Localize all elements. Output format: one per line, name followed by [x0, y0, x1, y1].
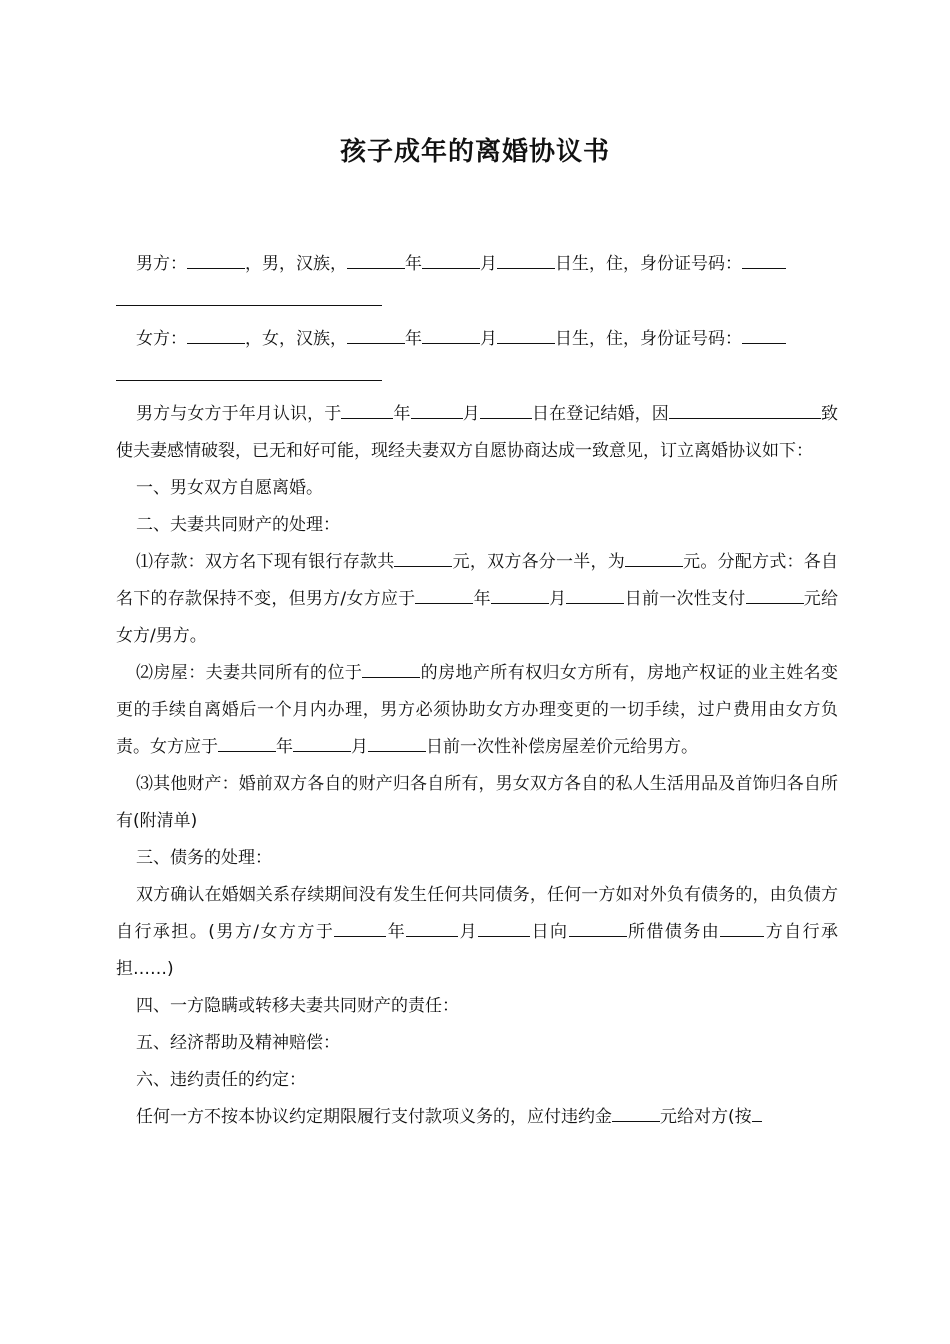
blank-amount[interactable]: [625, 549, 683, 567]
female-gender-text: ，女，汉族，: [245, 329, 347, 349]
blank-amount[interactable]: [612, 1104, 660, 1122]
male-party-line: [116, 246, 838, 283]
house-text-b: 的房地产所有权归女方所有，房地产权证的业主姓名变更的手续自离婚后一个月内办理，男方必须协助女方办理变更的一切手续，过户费用由女方负责。女方应于: [116, 663, 839, 757]
blank-month[interactable]: [491, 586, 549, 604]
blank-reason[interactable]: [669, 401, 787, 419]
house-text-c: 日前一次性补偿房屋差价元给男方。: [426, 737, 698, 757]
blank-name[interactable]: [187, 326, 245, 344]
month-text: 月: [480, 254, 497, 274]
blank-trailing[interactable]: [752, 1104, 762, 1122]
male-id-continuation-line[interactable]: [116, 283, 382, 306]
blank-month[interactable]: [293, 734, 351, 752]
year-text: 年: [405, 254, 422, 274]
blank-id[interactable]: [742, 326, 786, 344]
blank-creditor[interactable]: [569, 919, 627, 937]
month-text: 月: [548, 589, 567, 609]
blank-year[interactable]: [334, 919, 386, 937]
blank-id[interactable]: [742, 251, 786, 269]
section-3-heading: 三、债务的处理：: [136, 848, 272, 868]
document-title: 孩子成年的离婚协议书: [339, 137, 610, 167]
year-text: 年: [405, 329, 422, 349]
section-1-heading: 一、男女双方自愿离婚。: [136, 478, 323, 498]
blank-location[interactable]: [362, 660, 420, 678]
deposit-clause: [116, 544, 838, 655]
month-text: 月: [351, 737, 368, 757]
other-property-clause: ⑶其他财产：婚前双方各自的财产归各自所有，男女双方各自的私人生活用品及首饰归各自所有(附清单): [116, 774, 838, 831]
intro-text-2: 致使夫妻感情破裂，已无和好可能，现经夫妻双方自愿协商达成一致意见，订立离婚协议如下：: [116, 404, 839, 461]
day-text: 日向: [530, 922, 569, 942]
male-gender-text: ，男，汉族，: [245, 254, 347, 274]
month-text: 月: [462, 404, 480, 424]
female-id-continuation-line[interactable]: [116, 358, 382, 381]
section-6-heading: 六、违约责任的约定：: [136, 1070, 306, 1090]
blank-day[interactable]: [480, 401, 532, 419]
blank-year[interactable]: [218, 734, 276, 752]
blank-year[interactable]: [347, 326, 405, 344]
blank-day[interactable]: [497, 251, 555, 269]
blank-party-cont[interactable]: [754, 919, 764, 937]
id-label: 日生，住，身份证号码：: [555, 254, 742, 274]
male-label: 男方：: [136, 254, 187, 274]
year-text: 年: [276, 737, 293, 757]
female-party-line: [116, 321, 838, 358]
debt-text-b: 所借债务由: [626, 922, 721, 942]
debt-text-c: 方自行承担……): [116, 922, 839, 979]
penalty-clause: [116, 1099, 838, 1136]
blank-year[interactable]: [415, 586, 473, 604]
blank-month[interactable]: [422, 251, 480, 269]
deposit-text-c: 元。分配方式：各自名下的存款保持不变，但男方/女方应于: [116, 552, 839, 609]
penalty-text: 任何一方不按本协议约定期限履行支付款项义务的，应付违约金: [136, 1107, 612, 1127]
blank-month[interactable]: [422, 326, 480, 344]
deposit-text: ⑴存款：双方名下现有银行存款共: [136, 552, 395, 572]
house-text: ⑵房屋：夫妻共同所有的位于: [136, 663, 363, 683]
blank-amount[interactable]: [746, 586, 804, 604]
deposit-text-d: 日前一次性支付: [624, 589, 746, 609]
intro-paragraph: [116, 396, 838, 470]
section-4-heading: 四、一方隐瞒或转移夫妻共同财产的责任：: [136, 996, 459, 1016]
debt-text: 双方确认在婚姻关系存续期间没有发生任何共同债务，任何一方如对外负有债务的，由负债方自行承担。(男方/女方方于: [116, 885, 838, 942]
deposit-text-e: 元给女方/男方。: [116, 589, 839, 646]
day-text: 日在登记结婚，因: [531, 404, 669, 424]
blank-party[interactable]: [720, 919, 754, 937]
deposit-text-b: 元，双方各分一半，为: [452, 552, 625, 572]
section-5-heading: 五、经济帮助及精神赔偿：: [136, 1033, 340, 1053]
year-text: 年: [393, 404, 411, 424]
blank-name[interactable]: [187, 251, 245, 269]
id-label: 日生，住，身份证号码：: [555, 329, 742, 349]
debt-clause: [116, 877, 838, 988]
year-text: 年: [386, 922, 407, 942]
document-body: [116, 246, 838, 1136]
blank-month[interactable]: [406, 919, 458, 937]
year-text: 年: [473, 589, 491, 609]
blank-year[interactable]: [347, 251, 405, 269]
blank-day[interactable]: [368, 734, 426, 752]
blank-month[interactable]: [411, 401, 463, 419]
blank-day[interactable]: [566, 586, 624, 604]
blank-reason-cont[interactable]: [787, 401, 821, 419]
intro-text: 男方与女方于年月认识，于: [136, 404, 342, 424]
penalty-text-b: 元给对方(按: [660, 1107, 752, 1127]
blank-day[interactable]: [497, 326, 555, 344]
blank-day[interactable]: [478, 919, 530, 937]
blank-amount[interactable]: [394, 549, 452, 567]
house-clause: [116, 655, 838, 766]
month-text: 月: [480, 329, 497, 349]
section-2-heading: 二、夫妻共同财产的处理：: [136, 515, 340, 535]
blank-year[interactable]: [341, 401, 393, 419]
month-text: 月: [458, 922, 479, 942]
female-label: 女方：: [136, 329, 187, 349]
